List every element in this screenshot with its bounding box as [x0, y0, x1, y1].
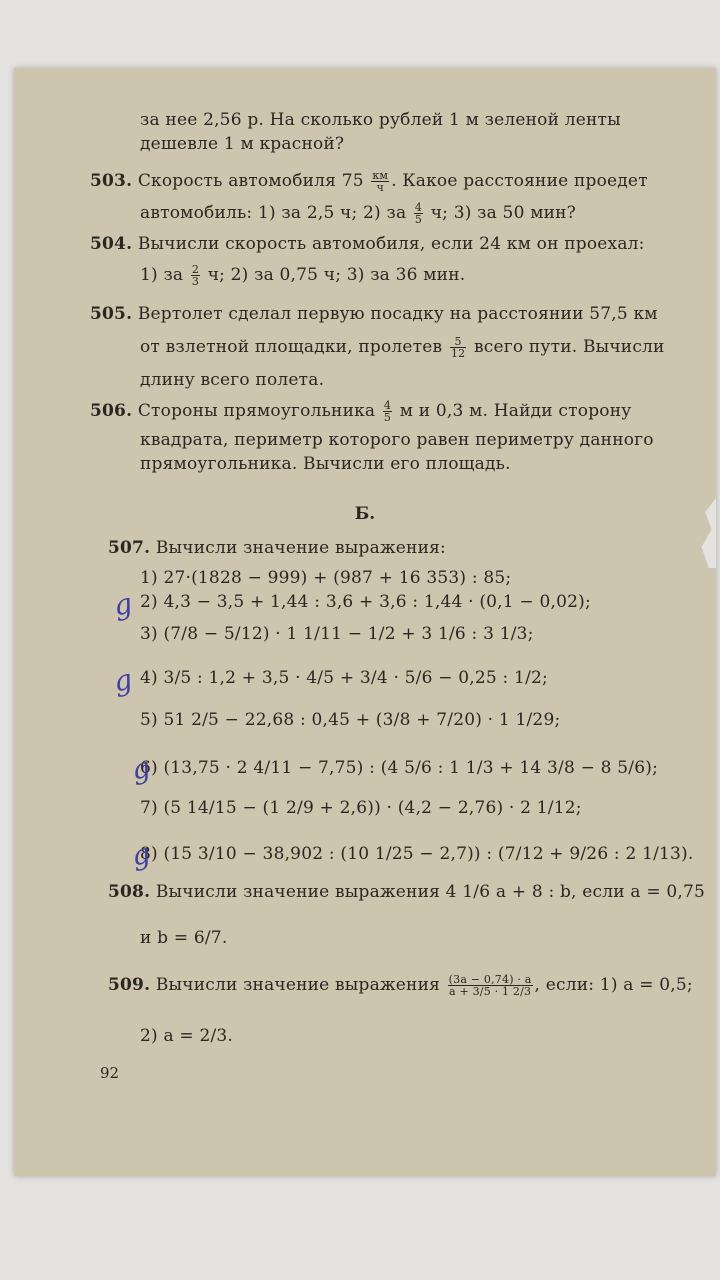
problem-509-line-1 [108, 974, 693, 997]
fraction [414, 202, 423, 225]
problem-504-text: 1) за [140, 265, 184, 285]
fraction [383, 400, 392, 423]
problem-506-number: 506. [90, 401, 133, 421]
expression-text: 4) 3/5 : 1,2 + 3,5 · 4/5 + 3/4 · 5/6 − 0,25 : 1/2; [140, 668, 548, 688]
fraction-numerator: 4 [383, 399, 392, 412]
fraction [450, 336, 466, 359]
expression-text: 7) (5 14/15 − (1 2/9 + 2,6)) · (4,2 − 2,76) · 2 1/12; [140, 798, 582, 818]
problem-505-text: от взлетной площадки, пролетев [140, 337, 443, 357]
problem-505-text: всего пути. Вычисли [473, 337, 665, 357]
problem-503-text: автомобиль: 1) за 2,5 ч; 2) за [140, 203, 407, 223]
problem-505-text: Вертолет сделал первую посадку на расстоянии 57,5 км [137, 304, 658, 324]
fraction-numerator: 5 [450, 336, 466, 348]
problem-503-text: Скорость автомобиля 75 [137, 171, 364, 191]
problem-509-number: 509. [108, 975, 151, 995]
problem-506-line-1 [90, 400, 631, 423]
problem-504-number: 504. [90, 234, 133, 254]
problem-505-line-1 [90, 304, 658, 324]
problem-505-line-2 [140, 336, 665, 359]
unit-fraction [371, 170, 389, 193]
unit-denominator: ч [376, 181, 384, 194]
fraction [191, 264, 200, 287]
problem-503-text: ч; 3) за 50 мин? [430, 203, 576, 223]
fraction-numerator: 4 [414, 201, 423, 214]
problem-506-text: м и 0,3 м. Найди сторону [399, 401, 632, 421]
expression-2 [140, 592, 591, 612]
fraction-numerator: 2 [191, 263, 200, 276]
unit-numerator: км [372, 169, 389, 182]
intro-text-1: за нее 2,56 р. На сколько рублей 1 м зеленой ленты [140, 110, 621, 130]
fraction-denominator: 3 [191, 275, 200, 288]
section-heading [14, 504, 716, 524]
handwritten-mark: g [110, 586, 136, 623]
problem-507-title-line [108, 538, 446, 558]
problem-504-text: ч; 2) за 0,75 ч; 3) за 36 мин. [207, 265, 466, 285]
problem-503-line-1 [90, 170, 648, 193]
problem-508-text: и b = 6/7. [140, 928, 228, 948]
problem-506-line-3 [140, 454, 511, 474]
expression-5 [140, 710, 560, 730]
problem-504-line-2 [140, 264, 465, 287]
problem-505-number: 505. [90, 304, 133, 324]
intro-line [140, 134, 344, 154]
problem-506-text: квадрата, периметр которого равен периметру данного [140, 430, 654, 450]
problem-508-number: 508. [108, 882, 151, 902]
intro-line [140, 110, 680, 130]
fraction-numerator: (3a − 0,74) · a [448, 973, 532, 986]
expression-text: 6) (13,75 · 2 4/11 − 7,75) : (4 5/6 : 1 1/3 + 14 3/8 − 8 5/6); [140, 758, 658, 778]
problem-507-number: 507. [108, 538, 151, 558]
problem-508-line-1 [108, 882, 705, 902]
expression-text: 2) 4,3 − 3,5 + 1,44 : 3,6 + 3,6 : 1,44 · (0,1 − 0,02); [140, 592, 591, 612]
book-page [14, 68, 716, 1176]
expression-text: 5) 51 2/5 − 22,68 : 0,45 + (3/8 + 7/20) · 1 1/29; [140, 710, 561, 730]
intro-text-2: дешевле 1 м красной? [140, 134, 345, 154]
expression-1 [140, 568, 511, 588]
handwritten-mark: g [110, 662, 136, 699]
problem-504-text: Вычисли скорость автомобиля, если 24 км он проехал: [137, 234, 645, 254]
expression-8 [140, 844, 694, 864]
problem-503-line-2 [140, 202, 576, 225]
problem-508-text: Вычисли значение выражения [155, 882, 441, 902]
problem-509-text: 2) a = 2/3. [140, 1026, 234, 1046]
problem-507-title: Вычисли значение выражения: [155, 538, 446, 558]
expression-text: 3) (7/8 − 5/12) · 1 1/11 − 1/2 + 3 1/6 : 3 1/3; [140, 624, 534, 644]
problem-503-text: . Какое расстояние проедет [391, 171, 648, 191]
problem-506-text: прямоугольника. Вычисли его площадь. [140, 454, 511, 474]
problem-503-number: 503. [90, 171, 133, 191]
fraction-denominator: a + 3/5 · 1 2/3 [449, 985, 532, 998]
problem-506-line-2 [140, 430, 654, 450]
expression-fraction [448, 974, 533, 997]
problem-505-line-3 [140, 370, 324, 390]
fraction-denominator: 12 [450, 347, 466, 360]
expression-6 [140, 758, 658, 778]
fraction-denominator: 5 [414, 213, 423, 226]
fraction-denominator: 5 [383, 411, 392, 424]
expression-3 [140, 624, 534, 644]
handwritten-mark: g [128, 750, 154, 787]
problem-504-line-1 [90, 234, 645, 254]
problem-506-text: Стороны прямоугольника [137, 401, 376, 421]
section-title: Б. [354, 504, 376, 524]
expression-4 [140, 668, 548, 688]
problem-509-text: , если: 1) a = 0,5; [534, 975, 693, 995]
problem-508-line-2 [140, 928, 227, 948]
problem-508-text: если a = 0,75 [582, 882, 706, 902]
expression-text: 1) 27·(1828 − 999) + (987 + 16 353) : 85; [140, 568, 512, 588]
expression-7 [140, 798, 582, 818]
page-number: 92 [100, 1064, 120, 1082]
problem-508-expression: 4 1/6 a + 8 : b, [445, 882, 577, 902]
problem-505-text: длину всего полета. [140, 370, 325, 390]
problem-509-text: Вычисли значение выражения [155, 975, 441, 995]
problem-509-line-2 [140, 1026, 233, 1046]
handwritten-mark: g [128, 836, 154, 873]
expression-text: 8) (15 3/10 − 38,902 : (10 1/25 − 2,7)) : (7/12 + 9/26 : 2 1/13). [140, 844, 694, 864]
